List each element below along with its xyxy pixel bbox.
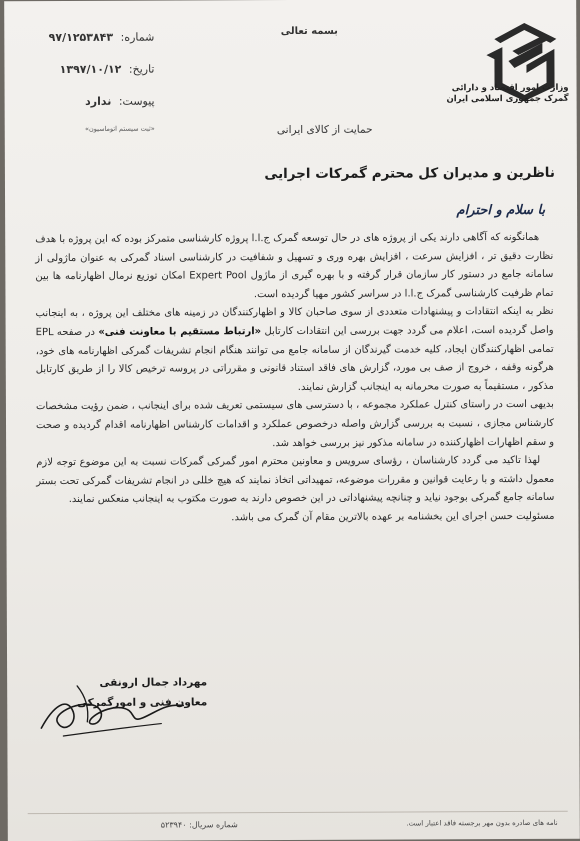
letter-number xyxy=(24,31,154,45)
date-value: ۱۳۹۷/۱۰/۱۲ xyxy=(59,62,122,77)
paragraph-2 xyxy=(35,303,553,398)
serial-number xyxy=(28,820,238,830)
attachment-label: پیوست: xyxy=(118,94,155,108)
serial-label: شماره سریال: xyxy=(189,820,238,830)
recipient: ناظرین و مدیران کل محترم گمرکات اجرایی xyxy=(264,164,555,183)
letter-page xyxy=(4,0,580,841)
paragraph-3: بدیهی است در راستای کنترل عملکرد مجموعه ، با دسترسی های سیستمی تعریف شده برای اینجانب ، ضمن رؤیت مشخصات کارشناس مجازی ، نسبت به بررسی گزارش واصله درخصوص عملکرد و اقدامات کارشناس اظهارنامه اقدام گردیده و صحت و سقم اظهارات اظهارکننده در سامانه مذکور نیز بررسی خواهد شد. xyxy=(35,399,555,449)
basmala: بسمه تعالی xyxy=(280,25,338,38)
signatory-title: معاون فنی و امورگمرکی xyxy=(76,696,208,709)
letter-body xyxy=(35,229,554,529)
date-label: تاریخ: xyxy=(128,62,155,76)
number-label: شماره: xyxy=(120,30,155,44)
system-note: «ثبت سیستم اتوماسیون» xyxy=(84,124,155,133)
attachment-value: ندارد xyxy=(85,94,112,108)
serial-value: ۵۲۳۹۴۰ xyxy=(160,820,187,830)
signatory-name: مهرداد جمال ارونقی xyxy=(99,676,208,689)
paragraph-2-part-a: نظر به اینکه انتقادات و پیشنهادات متعددی از سوی صاحبان کالا و اظهارکنندگان در زمینه های مختلف این پروژه ، به اینجانب واصل گردیده است، اعلام می گردد جهت بررسی این انتقادات کارتابل xyxy=(35,306,554,338)
paragraph-5: مسئولیت حسن اجرای این بخشنامه بر عهده بالاترین مقام آن گمرک می باشد. xyxy=(231,510,555,524)
footer-divider xyxy=(28,811,568,814)
letter-date xyxy=(24,63,154,77)
validity-note: نامه های صادره بدون مهر برجسته فاقد اعتبار است. xyxy=(406,818,558,828)
slogan: حمایت از کالای ایرانی xyxy=(276,123,373,137)
handwritten-signature xyxy=(33,665,213,746)
number-value: ۹۷/۱۲۵۳۸۴۳ xyxy=(48,30,114,45)
paragraph-1: همانگونه که آگاهی دارند یکی از پروژه های در حال توسعه گمرک ج.ا.ا پروژه کارشناسی متمرکز بوده که این پروژه با هدف نظارت دقیق تر ، افزایش سرعت ، افزایش بهره وری و تسهیل و شفافیت در کارشناسی اسناد گمرکی به عنوان ماژولی از سامانه جامع در دستور کار سازمان قرار گرفته و با بهره گیری از ماژول Expert Pool امکان توزیع نرمال اظهارنامه ها بین تمام ظرفیت کارشناسی گمرک ج.ا.ا در سراسر کشور مهیا گردیده است. xyxy=(35,231,554,300)
paragraph-2-part-b: در صفحه EPL تمامی اظهارکنندگان ایجاد، کلیه خدمت گیرندگان از سامانه جامع می توانند هنگام انجام تشریفات گمرکی اظهارنامه های خود، هرگونه وقفه ، خروج از صف بی مورد، گزارش های فاقد استناد قانونی و مقرراتی در پروسه ترخیص کالا را از طریق کارتابل مذکور ، مستقیماً به صورت محرمانه به اینجانب گزارش نمایند. xyxy=(35,326,554,393)
letter-attachment xyxy=(25,95,155,109)
direct-line-cartable: «ارتباط مستقیم با معاونت فنی» xyxy=(98,326,262,338)
organization-name: گمرک جمهوری اسلامی ایران xyxy=(446,93,569,105)
ministry-name: وزارت امور اقتصاد و دارائی xyxy=(451,82,569,94)
ministry-block xyxy=(409,83,569,106)
greeting: با سلام و احترام xyxy=(456,202,546,219)
paragraph-4: لهذا تاکید می گردد کارشناسان ، رؤسای سرویس و معاونین محترم امور گمرکی گمرکات نسبت به این موضوع توجه لازم معمول داشته و با رعایت قوانین و مقررات موضوعه، تمهیداتی اتخاذ نمایند که هیچ خللی در انجام تشریفات گمرکی تحت بستر سامانه جامع گمرکی بوجود نیاید و چنانچه پیشنهاداتی در این خصوص دارند به صورت مکتوب به اینجانب منعکس نمایند. xyxy=(36,455,555,506)
